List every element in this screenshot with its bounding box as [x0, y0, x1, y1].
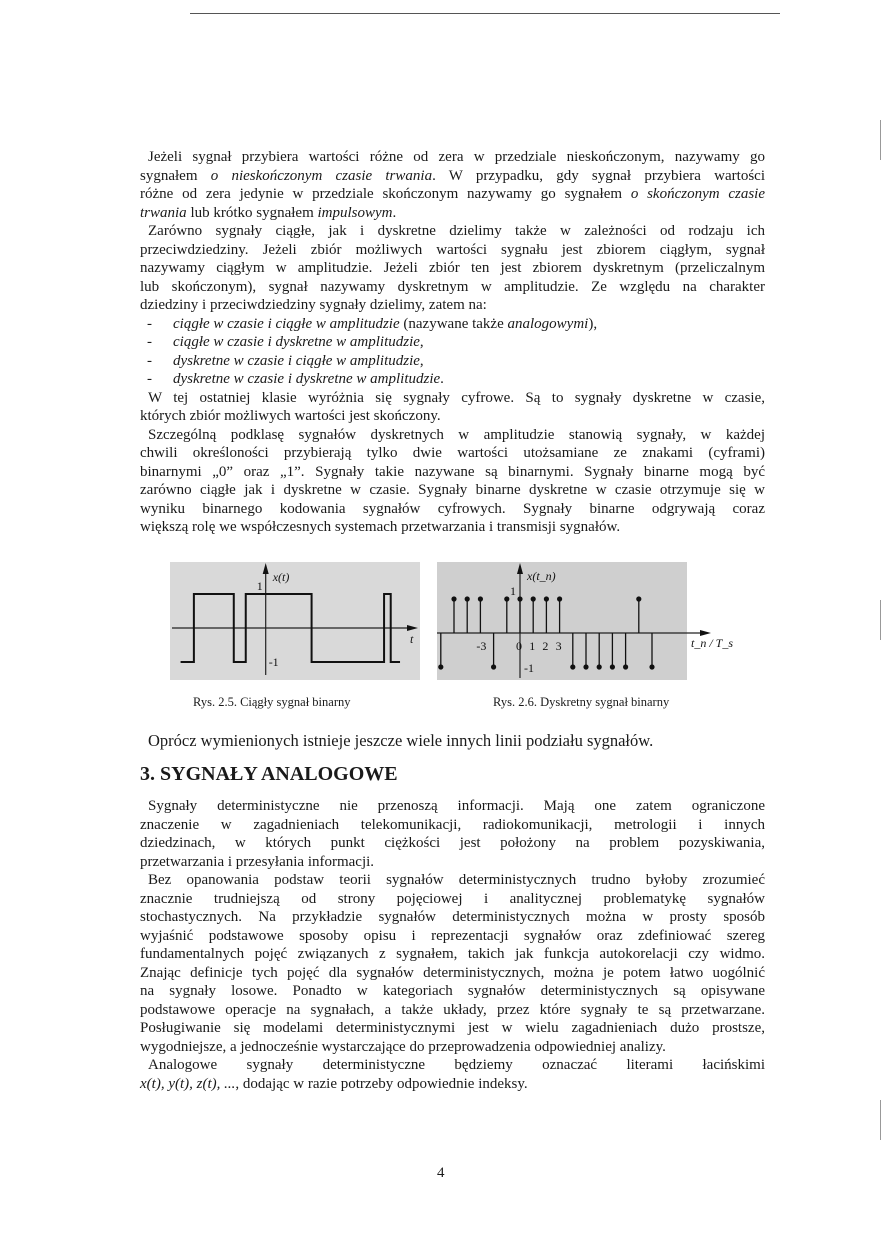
text-run: Posługiwanie się modelami deterministycznymi jest w wielu zagadnieniach dużo prostsze, [140, 1020, 765, 1036]
text-run: W tej ostatniej klasie wyróżnia się sygnały cyfrowe. Są to sygnały dyskretne w czasie, [148, 389, 765, 406]
text-line [140, 1001, 765, 1020]
text-line [140, 1019, 765, 1038]
stem-marker [491, 664, 496, 669]
text-run: Analogowe sygnały deterministyczne będziemy oznaczać literami łacińskimi [148, 1057, 765, 1073]
italic-term: dyskretne w czasie i ciągłe w amplitudzie [173, 352, 420, 369]
text-run: chwili określoności przybierają tylko dwie wartości utożsamiane ze znakami (cyframi) [140, 445, 765, 461]
italic-term: impulsowym [317, 204, 393, 221]
text-run: znacznie trudniejszą od strony pojęciowej i analitycznej problematykę sygnałów [140, 890, 765, 907]
x-axis-label: t [410, 632, 414, 646]
text-run: lub skończonym), sygnał nazywamy dyskretnym w amplitudzie. Ze względu na charakter [140, 278, 765, 295]
text-line [140, 945, 765, 964]
y-tick-label: 1 [256, 579, 263, 593]
text-run: . W przypadku, gdy sygnał przybiera wartości [432, 167, 766, 184]
text-run: znaczenie w zagadnieniach telekomunikacji, radiokomunikacji, metrologii i innych [140, 816, 765, 833]
paragraph-other-divisions: Oprócz wymienionych istnieje jeszcze wiele innych linii podziału sygnałów. [148, 731, 654, 750]
text-line [140, 1075, 765, 1094]
text-run: . [392, 204, 397, 221]
text-run: dziedziny i przeciwdziedziny sygnały dzielimy, zatem na: [140, 297, 487, 313]
body-text-bottom [140, 797, 765, 1093]
italic-term: o nieskończonym czasie trwania [210, 167, 433, 184]
stem-marker [636, 596, 641, 601]
stem-marker [570, 664, 575, 669]
text-line [140, 1056, 765, 1075]
y-tick-label: 1 [510, 584, 516, 598]
figure-caption-2-6: Rys. 2.6. Dyskretny sygnał binarny [493, 695, 670, 709]
italic-term: o skończonym czasie [630, 186, 765, 202]
text-line [140, 816, 765, 835]
text-run: Bez opanowania podstaw teorii sygnałów deterministycznych trudno byłoby zrozumieć [148, 872, 765, 888]
text-run: podstawowe operacje na sygnałach, a także układy, przez które sygnały te są przetwarzane. [140, 1001, 765, 1018]
text-run: (nazywane także [399, 315, 508, 332]
stem-marker [544, 596, 549, 601]
x-tick-label: 3 [555, 639, 562, 653]
italic-term: trwania [140, 204, 187, 221]
text-run: lub krótko sygnałem [186, 204, 318, 221]
italic-term: analogowymi [507, 315, 589, 332]
stem-marker [557, 596, 562, 601]
text-run: Zarówno sygnały ciągłe, jak i dyskretne dzielimy także w zależności od rodzaju ich [148, 223, 765, 239]
text-line [140, 1038, 765, 1057]
y-tick-label: -1 [524, 661, 534, 675]
text-line [140, 964, 765, 983]
italic-term: dyskretne w czasie i dyskretne w amplitudzie [173, 371, 441, 387]
italic-term: ciągłe w czasie i dyskretne w amplitudzie [173, 334, 420, 350]
text-line [140, 834, 765, 853]
italic-term: ciągłe w czasie i ciągłe w amplitudzie [173, 315, 400, 332]
text-run: dziedzinach, w których punkt ciężkości jest położony na problem pozyskiwania, [140, 835, 765, 851]
stem-marker [583, 664, 588, 669]
text-run: Sygnały deterministyczne nie przenoszą informacji. Mają one zatem ograniczone [148, 798, 765, 814]
page-number: 4 [437, 1165, 445, 1181]
stem-marker [623, 664, 628, 669]
text-run: , [419, 352, 424, 369]
text-run: przetwarzania i przesyłania informacji. [140, 853, 375, 870]
stem-marker [504, 596, 509, 601]
text-run: , [419, 334, 424, 350]
plot-background [437, 562, 687, 680]
text-run: Znając definicje tych pojęć dla sygnałów deterministycznych, można je potem łatwo uogólnić [140, 964, 765, 981]
text-run: sygnałem [140, 167, 211, 184]
text-run: . [440, 371, 444, 387]
text-run: na sygnały losowe. Ponadto w kategoriach sygnałów deterministycznych są opisywane [140, 983, 765, 999]
text-run: wygodniejsze, a jednocześnie wystarczające do przeprowadzenia odpowiedniej analizy. [140, 1038, 666, 1055]
y-axis-label: x(t_n) [527, 569, 556, 583]
text-run: których zbiór możliwych wartości jest skończony. [140, 408, 441, 424]
text-run: nazywamy ciągłym w amplitudzie. Jeżeli zbiór ten jest zbiorem dyskretnym (przeliczalnym [140, 260, 765, 276]
text-run: fundamentalnych pojęć związanych z sygnałem, takich jak funkcja autokorelacji czy widmo. [140, 946, 765, 962]
x-tick-label: -3 [476, 639, 487, 653]
text-run: wyjaśnić podstawowe sposoby opisu i reprezentacji sygnałów oraz zdefiniować szereg [140, 927, 765, 944]
y-axis-label: x(t) [272, 570, 290, 584]
x-tick-label: 1 [529, 639, 536, 653]
figure-caption-2-5: Rys. 2.5. Ciągły sygnał binarny [193, 695, 351, 709]
text-run: stochastycznych. Na przykładzie sygnałów deterministycznych można w prosty sposób [140, 909, 765, 925]
italic-term: x(t), y(t), z(t), ... [140, 1075, 236, 1092]
text-run: ), [588, 315, 598, 332]
stem-marker [531, 596, 536, 601]
text-line [140, 927, 765, 946]
text-line [140, 853, 765, 872]
text-run: wyniku binarnego kodowania sygnałów cyfrowych. Sygnały binarne odgrywają coraz [140, 500, 765, 517]
stem-marker [610, 664, 615, 669]
text-line [140, 871, 765, 890]
section-heading: 3. SYGNAŁY ANALOGOWE [140, 763, 398, 785]
stem-marker [478, 596, 483, 601]
stem-marker [465, 596, 470, 601]
text-line [140, 982, 765, 1001]
x-tick-label: 2 [542, 639, 549, 653]
stem-marker [649, 664, 654, 669]
text-run: , dodając w razie potrzeby odpowiednie indeksy. [235, 1075, 528, 1092]
text-run: Szczególną podklasę sygnałów dyskretnych w amplitudzie stanowią sygnały, w każdej [148, 426, 765, 443]
text-line [140, 890, 765, 909]
text-run: Jeżeli sygnał przybiera wartości różne od zera w przedziale nieskończonym, nazywamy go [148, 149, 765, 165]
text-run: binarnymi „0” oraz „1”. Sygnały takie nazywane są binarnymi. Sygnały binarne mogą być [140, 463, 765, 480]
stem-marker [517, 596, 522, 601]
text-line [140, 797, 765, 816]
y-tick-label: -1 [268, 655, 279, 669]
text-run: przeciwdziedziny. Jeżeli zbiór możliwych wartości sygnału jest zbiorem ciągłym, sygnał [140, 241, 765, 258]
stem-marker [438, 664, 443, 669]
x-tick-label: 0 [516, 639, 522, 653]
text-run: większą rolę we współczesnych systemach przetwarzania i transmisji sygnałów. [140, 519, 621, 535]
x-axis-label: t_n / T_s [691, 636, 734, 650]
text-line [140, 908, 765, 927]
stem-marker [597, 664, 602, 669]
stem-marker [451, 596, 456, 601]
text-run: zarówno ciągłe jak i dyskretne w czasie. Sygnały binarne dyskretne w czasie otrzymuje się w [140, 482, 765, 498]
text-run: różne od zera jedynie w przedziale skończonym nazywamy go sygnałem [140, 186, 631, 202]
